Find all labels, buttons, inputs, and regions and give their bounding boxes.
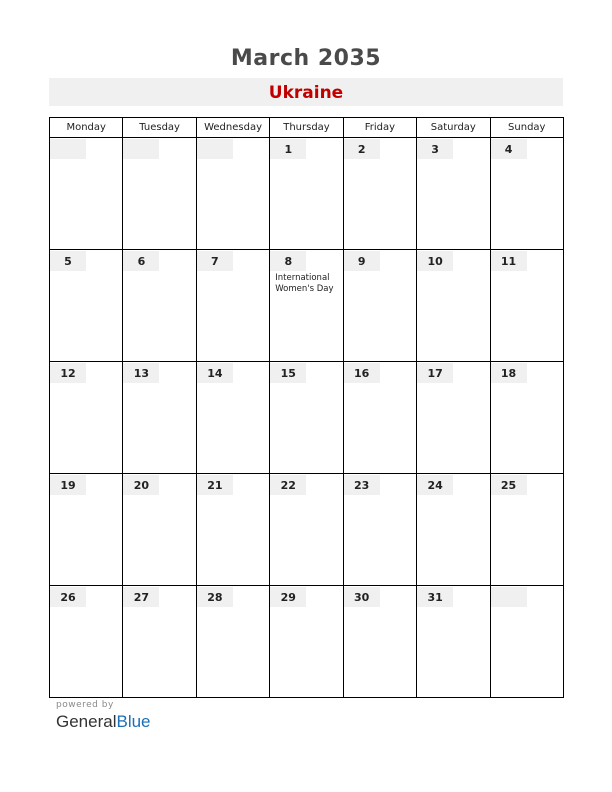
country-name: Ukraine: [268, 83, 344, 103]
day-cell: [123, 586, 196, 698]
day-number: 17: [417, 363, 453, 383]
day-number: 22: [270, 475, 306, 495]
empty-day-marker: [197, 139, 233, 159]
calendar-grid: [49, 117, 564, 698]
weekday-header: Sunday: [490, 118, 563, 138]
day-cell: [123, 250, 196, 362]
week-row: [50, 138, 564, 250]
day-number: 18: [491, 363, 527, 383]
day-cell: [196, 362, 269, 474]
day-cell: [343, 250, 416, 362]
day-cell: [417, 362, 490, 474]
generalblue-logo[interactable]: [56, 712, 151, 732]
day-cell: [196, 250, 269, 362]
weekday-header: Monday: [50, 118, 123, 138]
day-cell: [270, 474, 343, 586]
day-number: 16: [344, 363, 380, 383]
day-number: 7: [197, 251, 233, 271]
day-cell: [490, 250, 563, 362]
day-cell: [196, 138, 269, 250]
day-number: 3: [417, 139, 453, 159]
day-cell: [50, 474, 123, 586]
day-number: 4: [491, 139, 527, 159]
day-number: 6: [123, 251, 159, 271]
day-cell: [123, 474, 196, 586]
day-number: 23: [344, 475, 380, 495]
holiday-label-line: International: [275, 273, 330, 283]
day-number: 19: [50, 475, 86, 495]
powered-by-text: powered by: [56, 700, 114, 710]
weekday-header: Friday: [343, 118, 416, 138]
day-cell: [417, 250, 490, 362]
week-row: [50, 250, 564, 362]
day-number: 13: [123, 363, 159, 383]
day-cell: [50, 250, 123, 362]
weekday-header: Wednesday: [196, 118, 269, 138]
day-number: 10: [417, 251, 453, 271]
day-cell: [343, 362, 416, 474]
day-number: 5: [50, 251, 86, 271]
brand-blue-text: Blue: [116, 712, 151, 731]
day-cell: [270, 586, 343, 698]
day-number: 1: [270, 139, 306, 159]
day-cell: [196, 474, 269, 586]
weekday-header: Tuesday: [123, 118, 196, 138]
country-banner: [49, 78, 563, 106]
day-number: 12: [50, 363, 86, 383]
holiday-label-line: Women's Day: [275, 284, 334, 294]
day-cell: [343, 474, 416, 586]
week-row: [50, 362, 564, 474]
footer: [56, 700, 151, 732]
day-cell: [490, 474, 563, 586]
day-number: 26: [50, 587, 86, 607]
day-number: 30: [344, 587, 380, 607]
day-number: 20: [123, 475, 159, 495]
day-number: 9: [344, 251, 380, 271]
day-cell: [50, 586, 123, 698]
day-number: 8: [270, 251, 306, 271]
day-cell: [123, 138, 196, 250]
day-cell: [343, 586, 416, 698]
day-cell: [196, 586, 269, 698]
day-number: 28: [197, 587, 233, 607]
day-number: 31: [417, 587, 453, 607]
day-cell: [270, 138, 343, 250]
day-cell: [50, 362, 123, 474]
day-cell: [343, 138, 416, 250]
day-cell: [417, 586, 490, 698]
day-cell: [490, 362, 563, 474]
day-cell: [417, 474, 490, 586]
weekday-header: Saturday: [417, 118, 490, 138]
day-number: 2: [344, 139, 380, 159]
day-number: 15: [270, 363, 306, 383]
week-row: [50, 586, 564, 698]
day-number: 27: [123, 587, 159, 607]
day-cell: [50, 138, 123, 250]
empty-day-marker: [50, 139, 86, 159]
weekday-header-row: [50, 118, 564, 138]
empty-day-marker: [123, 139, 159, 159]
day-cell: [490, 138, 563, 250]
brand-general-text: General: [56, 712, 117, 731]
day-cell: [270, 362, 343, 474]
day-cell: [123, 362, 196, 474]
holiday-label: [275, 273, 342, 295]
day-number: 21: [197, 475, 233, 495]
day-number: 29: [270, 587, 306, 607]
calendar-title: March 2035: [230, 46, 382, 71]
weekday-header: Thursday: [270, 118, 343, 138]
day-cell: [270, 250, 343, 362]
day-cell: [490, 586, 563, 698]
day-number: 14: [197, 363, 233, 383]
day-cell: [417, 138, 490, 250]
day-number: 11: [491, 251, 527, 271]
week-row: [50, 474, 564, 586]
empty-day-marker: [491, 587, 527, 607]
day-number: 25: [491, 475, 527, 495]
day-number: 24: [417, 475, 453, 495]
